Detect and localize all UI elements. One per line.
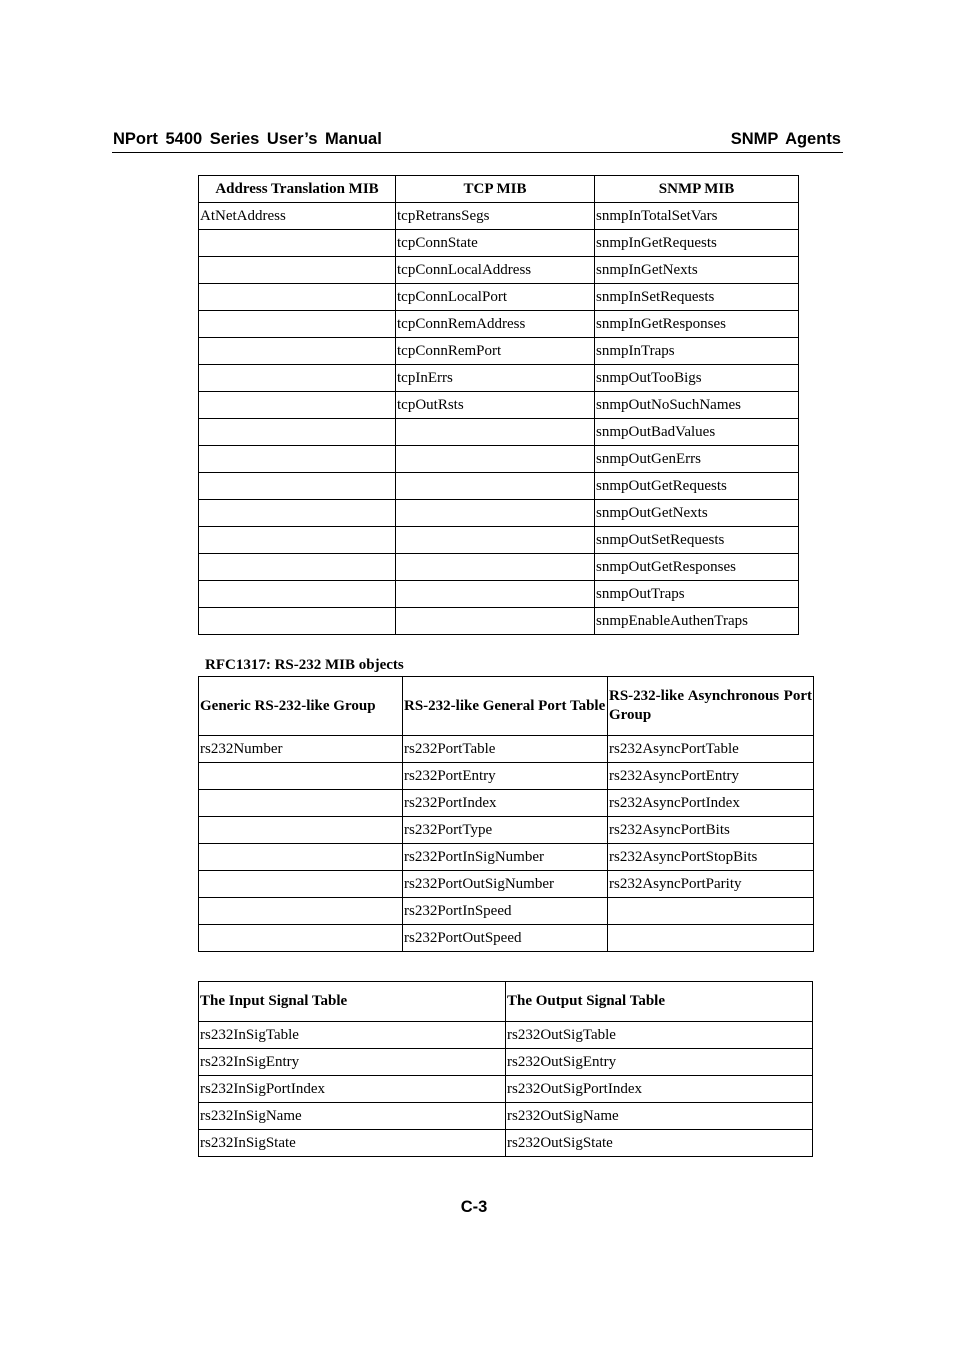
table-row <box>199 311 799 338</box>
table-cell <box>199 230 396 257</box>
table-row <box>199 527 799 554</box>
table-cell <box>396 419 595 446</box>
table-cell: rs232AsyncPortTable <box>608 736 814 763</box>
table-cell <box>199 311 396 338</box>
table-cell: rs232OutSigTable <box>506 1022 813 1049</box>
table-cell: snmpInSetRequests <box>595 284 799 311</box>
table-cell <box>396 446 595 473</box>
table-row <box>199 1130 813 1157</box>
table-cell: tcpOutRsts <box>396 392 595 419</box>
table-caption: RFC1317: RS-232 MIB objects <box>205 657 404 673</box>
table-cell: AtNetAddress <box>199 203 396 230</box>
table-cell <box>199 365 396 392</box>
table-cell <box>199 500 396 527</box>
table-cell: rs232OutSigEntry <box>506 1049 813 1076</box>
table-cell <box>199 527 396 554</box>
table-cell <box>199 446 396 473</box>
table-row <box>199 898 814 925</box>
table-row <box>199 1076 813 1103</box>
signal-table <box>198 981 813 1157</box>
table-row <box>199 257 799 284</box>
table-cell <box>396 500 595 527</box>
table-cell <box>199 581 396 608</box>
column-header: Address Translation MIB <box>199 176 396 203</box>
column-header: TCP MIB <box>396 176 595 203</box>
table-cell: rs232PortOutSigNumber <box>403 871 608 898</box>
table-cell <box>396 581 595 608</box>
table-cell: snmpOutBadValues <box>595 419 799 446</box>
table-row <box>199 1103 813 1130</box>
table-cell <box>199 338 396 365</box>
table-cell: snmpInGetRequests <box>595 230 799 257</box>
table-cell: snmpEnableAuthenTraps <box>595 608 799 635</box>
column-header: The Input Signal Table <box>199 982 506 1022</box>
table-row <box>199 871 814 898</box>
manual-title: NPort 5400 Series User’s Manual <box>113 130 382 148</box>
table-cell: snmpOutSetRequests <box>595 527 799 554</box>
table-row <box>199 736 814 763</box>
table-cell: rs232InSigEntry <box>199 1049 506 1076</box>
page-number: C-3 <box>460 1198 488 1216</box>
table-cell <box>396 473 595 500</box>
table-cell: snmpOutNoSuchNames <box>595 392 799 419</box>
column-header: Generic RS-232-like Group <box>199 677 403 736</box>
table-cell: snmpOutGetRequests <box>595 473 799 500</box>
table-row <box>199 844 814 871</box>
table-header-row <box>199 677 814 736</box>
table-cell: snmpInTraps <box>595 338 799 365</box>
table-cell: rs232OutSigState <box>506 1130 813 1157</box>
table-cell: snmpInGetNexts <box>595 257 799 284</box>
table-cell <box>199 790 403 817</box>
table-cell: tcpConnLocalPort <box>396 284 595 311</box>
table-cell <box>199 257 396 284</box>
table-cell: rs232PortInSigNumber <box>403 844 608 871</box>
table-cell <box>608 925 814 952</box>
table-cell: snmpOutGenErrs <box>595 446 799 473</box>
table-cell <box>199 871 403 898</box>
table-cell: rs232OutSigPortIndex <box>506 1076 813 1103</box>
table-cell: rs232AsyncPortParity <box>608 871 814 898</box>
table-row <box>199 925 814 952</box>
table-cell: tcpConnRemPort <box>396 338 595 365</box>
rs232-mib-table <box>198 676 814 952</box>
table-cell: tcpConnRemAddress <box>396 311 595 338</box>
table-cell: rs232AsyncPortIndex <box>608 790 814 817</box>
column-header: SNMP MIB <box>595 176 799 203</box>
table-cell: tcpInErrs <box>396 365 595 392</box>
table-cell: snmpOutTooBigs <box>595 365 799 392</box>
table-cell <box>199 844 403 871</box>
table-cell: rs232InSigState <box>199 1130 506 1157</box>
table-cell <box>199 554 396 581</box>
table-row <box>199 446 799 473</box>
table-row <box>199 817 814 844</box>
table-cell <box>199 925 403 952</box>
column-header: RS-232-like Asynchronous Port Group <box>608 677 814 736</box>
table-row <box>199 392 799 419</box>
table-row <box>199 284 799 311</box>
table-cell: rs232PortOutSpeed <box>403 925 608 952</box>
table-cell <box>199 392 396 419</box>
table-cell <box>396 527 595 554</box>
table-row <box>199 608 799 635</box>
mib-table-address-tcp-snmp <box>198 175 799 635</box>
table-cell <box>199 898 403 925</box>
table-row <box>199 554 799 581</box>
table-cell: rs232PortTable <box>403 736 608 763</box>
table-row <box>199 790 814 817</box>
table-header-row <box>199 982 813 1022</box>
table-cell: snmpInGetResponses <box>595 311 799 338</box>
table-row <box>199 1049 813 1076</box>
table-cell <box>396 554 595 581</box>
table-cell <box>199 284 396 311</box>
table-cell: rs232OutSigName <box>506 1103 813 1130</box>
table-cell: rs232InSigName <box>199 1103 506 1130</box>
table-cell: snmpInTotalSetVars <box>595 203 799 230</box>
section-title: SNMP Agents <box>730 130 841 148</box>
table-row <box>199 581 799 608</box>
table-row <box>199 473 799 500</box>
table-cell <box>199 817 403 844</box>
table-cell <box>396 608 595 635</box>
table-cell: tcpConnState <box>396 230 595 257</box>
table-row <box>199 365 799 392</box>
table-cell <box>199 763 403 790</box>
table-cell: rs232Number <box>199 736 403 763</box>
table-cell: rs232AsyncPortBits <box>608 817 814 844</box>
table-row <box>199 763 814 790</box>
table-cell: rs232PortEntry <box>403 763 608 790</box>
table-cell: rs232PortType <box>403 817 608 844</box>
table-cell: rs232AsyncPortStopBits <box>608 844 814 871</box>
page-header <box>112 128 843 153</box>
table-cell: rs232InSigPortIndex <box>199 1076 506 1103</box>
table-cell <box>199 419 396 446</box>
table-cell: rs232InSigTable <box>199 1022 506 1049</box>
table-row <box>199 500 799 527</box>
table-cell: snmpOutTraps <box>595 581 799 608</box>
table-row <box>199 1022 813 1049</box>
table-cell: rs232PortIndex <box>403 790 608 817</box>
table-cell: tcpRetransSegs <box>396 203 595 230</box>
table-header-row <box>199 176 799 203</box>
table-cell <box>199 473 396 500</box>
table-row <box>199 419 799 446</box>
table-cell: snmpOutGetNexts <box>595 500 799 527</box>
column-header: The Output Signal Table <box>506 982 813 1022</box>
column-header: RS-232-like General Port Table <box>403 677 608 736</box>
table-cell <box>199 608 396 635</box>
table-cell <box>608 898 814 925</box>
table-row <box>199 230 799 257</box>
table-cell: rs232AsyncPortEntry <box>608 763 814 790</box>
table-row <box>199 203 799 230</box>
table-row <box>199 338 799 365</box>
table-cell: tcpConnLocalAddress <box>396 257 595 284</box>
table-cell: snmpOutGetResponses <box>595 554 799 581</box>
table-cell: rs232PortInSpeed <box>403 898 608 925</box>
